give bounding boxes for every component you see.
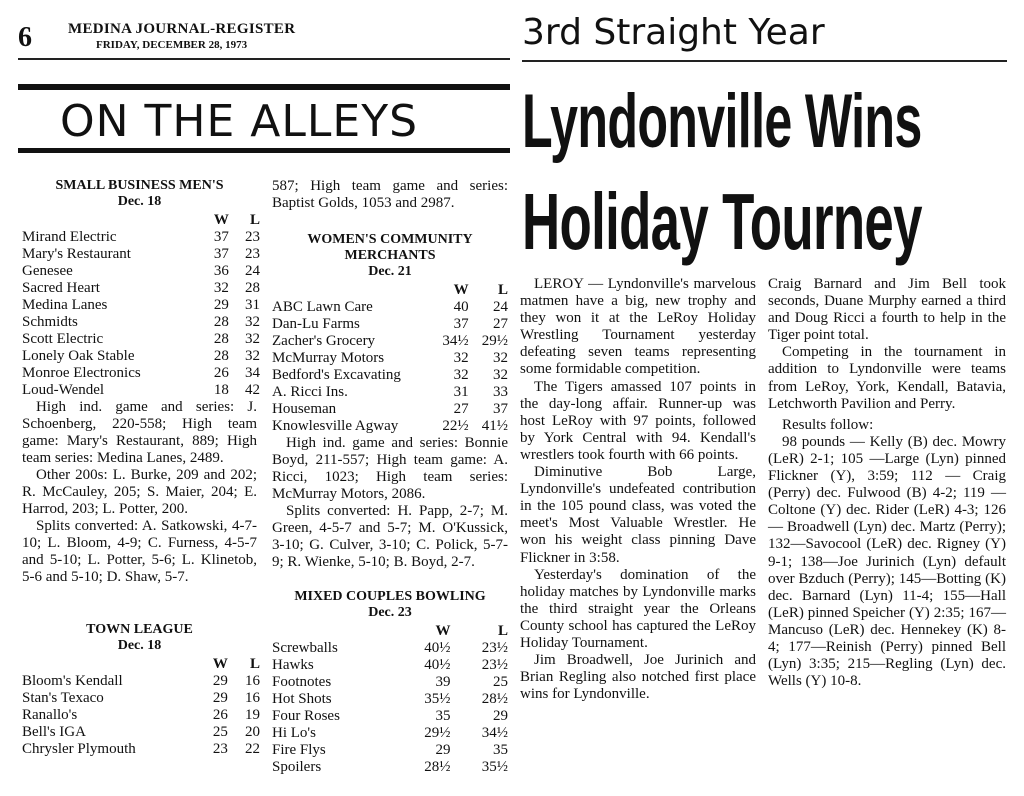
town-league-title: TOWN LEAGUE: [86, 622, 193, 637]
team-name: Sacred Heart: [22, 280, 100, 296]
team-name: Mary's Restaurant: [22, 246, 131, 262]
masthead-rule: [18, 58, 510, 60]
wins-value: 28: [213, 314, 229, 330]
standings-row: [22, 229, 260, 246]
team-name: Four Roses: [272, 708, 340, 724]
standings-row: [272, 674, 508, 691]
losses-value: 32: [245, 314, 260, 330]
headline-line-1: Lyndonville Wins: [522, 79, 922, 164]
losses-value: 42: [245, 382, 260, 398]
story-column-1: [520, 276, 756, 703]
wins-value: 28½: [424, 759, 451, 775]
wins-value: 37: [213, 246, 229, 262]
mixed-standings: [272, 623, 508, 776]
wins-value: 26: [213, 365, 229, 381]
wins-value: 22½: [442, 418, 469, 434]
wins-value: 23: [212, 741, 228, 757]
standings-row: [272, 725, 508, 742]
team-name: Hawks: [272, 657, 314, 673]
mixed-date: Dec. 23: [368, 605, 412, 620]
losses-value: 28½: [481, 691, 508, 707]
standings-row: [22, 331, 260, 348]
standings-row: [22, 365, 260, 382]
standings-row: [22, 690, 260, 707]
womens-splits: Splits converted: H. Papp, 2-7; M. Green, 4-5-7 and 5-7; M. O'Kussick, 3-10; G. Culver, 3-10; C. Polick, 5-7-9; R. Wienke, 5-10; B. Boyd, 2-7.: [272, 503, 508, 570]
story-paragraph: Diminutive Bob Large, Lyndonville's undefeated contribution in the 105 pound class, was voted the meet's Most Valuable Wrestler. He won his weight class pinning Dave Flickner in 3:58.: [520, 464, 756, 566]
wins-value: 29: [435, 742, 451, 758]
losses-value: 32: [245, 331, 260, 347]
wins-value: 40½: [424, 657, 451, 673]
losses-value: 27: [493, 316, 508, 332]
womens-title: WOMEN'S COMMUNITY MERCHANTS: [307, 232, 473, 263]
losses-value: 32: [493, 350, 508, 366]
small-business-date: Dec. 18: [117, 194, 162, 209]
standings-row: [272, 401, 508, 418]
standings-row: [22, 707, 260, 724]
wins-value: 40½: [424, 640, 451, 656]
wins-value: 26: [212, 707, 228, 723]
carryover-text: 587; High team game and series: Baptist Golds, 1053 and 2987.: [272, 178, 508, 211]
losses-value: 19: [245, 707, 260, 723]
wins-value: 29: [212, 673, 228, 689]
town-league-standings: [22, 656, 260, 758]
standings-row: [272, 640, 508, 657]
standings-row: [22, 724, 260, 741]
team-name: Medina Lanes: [22, 297, 108, 313]
results-list: 98 pounds — Kelly (B) dec. Mowry (LeR) 2-1; 105 —Large (Lyn) pinned Flickner (Y), 3:59; 112 — Craig (Perry) dec. Fulwood (B) 4-2; 119 — Coltone (Y) dec. Rider (LeR) 4-3; 126 — Broadwell (Lyn) dec. Martz (Perry); 132—Savocool (LeR) dec. Rigney (Y) 9-1; 138—Joe Jurinich (Lyn) default over Bzduch (Perry); 145—Botting (K) dec. Barnard (Lyn) 11-4; 155—Hall (LeR) pinned Speicher (Y) 2:35; 167—Mancuso (LeR) dec. Hennekey (K) 8-4; 177—Reinish (Perry) pinned Bell (Lyn) 3:35; 215—Regling (Lyn) dec. Wells (Y) 10-8.: [768, 433, 1006, 690]
team-name: Hi Lo's: [272, 725, 316, 741]
mixed-title: MIXED COUPLES BOWLING: [294, 589, 486, 604]
w-header: W: [453, 282, 469, 298]
team-name: Spoilers: [272, 759, 322, 775]
standings-row: [272, 708, 508, 725]
team-name: Stan's Texaco: [22, 690, 104, 706]
wins-value: 37: [213, 229, 229, 245]
small-business-other-200s: Other 200s: L. Burke, 209 and 202; R. McCauley, 205; S. Maier, 204; E. Harrod, 203; L. Potter, 200.: [22, 467, 257, 517]
team-name: Knowlesville Agway: [272, 418, 399, 434]
losses-value: 28: [245, 280, 260, 296]
newspaper-name: MEDINA JOURNAL-REGISTER: [68, 21, 296, 37]
story-paragraph: LEROY — Lyndonville's marvelous matmen have a big, new trophy and they won it at the LeRoy Holiday Wrestling Tournament yesterday defeating seven teams representing some formidable competition.: [520, 276, 756, 378]
standings-row: [22, 673, 260, 690]
small-business-splits: Splits converted: A. Satkowski, 4-7-10; L. Bloom, 4-9; C. Furness, 4-5-7 and 5-10; L. Potter, 5-6; L. Klinetob, 5-6 and 5-10; D. Shaw, 5-7.: [22, 518, 257, 585]
losses-value: 25: [493, 674, 508, 690]
section-title: ON THE ALLEYS: [60, 96, 419, 147]
team-name: Loud-Wendel: [22, 382, 105, 398]
standings-row: [272, 299, 508, 316]
team-name: Lonely Oak Stable: [22, 348, 135, 364]
standings-row: [272, 333, 508, 350]
losses-value: 24: [493, 299, 508, 315]
section-rule-top: [18, 84, 510, 90]
team-name: Schmidts: [22, 314, 78, 330]
wins-value: 35½: [424, 691, 451, 707]
standings-row: [22, 297, 260, 314]
team-name: Scott Electric: [22, 331, 104, 347]
standings-row: [22, 246, 260, 263]
standings-row: [272, 367, 508, 384]
team-name: Hot Shots: [272, 691, 332, 707]
losses-value: 24: [245, 263, 260, 279]
column-womens-mixed: [272, 178, 508, 776]
wins-value: 29½: [424, 725, 451, 741]
headline-kicker: 3rd Straight Year: [522, 12, 825, 53]
womens-standings: [272, 282, 508, 435]
standings-row: [22, 741, 260, 758]
team-name: Fire Flys: [272, 742, 326, 758]
standings-row: [272, 742, 508, 759]
wins-value: 32: [453, 350, 469, 366]
losses-value: 23: [245, 229, 260, 245]
story-paragraph: Craig Barnard and Jim Bell took seconds, Duane Murphy earned a third and Doug Ricci a fourth to help in the Tiger point total.: [768, 276, 1006, 344]
team-name: Bedford's Excavating: [272, 367, 401, 383]
team-name: Bell's IGA: [22, 724, 86, 740]
wins-value: 28: [213, 348, 229, 364]
standings-row: [272, 759, 508, 776]
standings-row: [22, 263, 260, 280]
losses-value: 34½: [481, 725, 508, 741]
losses-value: 41½: [481, 418, 508, 434]
wins-value: 37: [453, 316, 469, 332]
town-league-date: Dec. 18: [117, 638, 162, 653]
team-name: Zacher's Grocery: [272, 333, 376, 349]
story-paragraph: Jim Broadwell, Joe Jurinich and Brian Regling also notched first place wins for Lyndonville.: [520, 652, 756, 703]
wins-value: 29: [212, 690, 228, 706]
story-column-2: [768, 276, 1006, 690]
team-name: Footnotes: [272, 674, 332, 690]
issue-date: FRIDAY, DECEMBER 28, 1973: [96, 39, 248, 51]
team-name: A. Ricci Ins.: [272, 384, 348, 400]
kicker-rule: [522, 60, 1007, 62]
w-header: W: [212, 656, 228, 672]
losses-value: 37: [493, 401, 508, 417]
standings-row: [22, 280, 260, 297]
column-small-business: [22, 178, 260, 758]
losses-value: 35: [493, 742, 508, 758]
team-name: Bloom's Kendall: [22, 673, 123, 689]
standings-row: [272, 691, 508, 708]
wins-value: 28: [213, 331, 229, 347]
results-label: Results follow:: [782, 416, 874, 433]
story-paragraph: Yesterday's domination of the holiday matches by Lyndonville marks the third straight year the Orleans County school has captured the LeRoy Holiday Tournament.: [520, 566, 756, 651]
losses-value: 32: [245, 348, 260, 364]
wins-value: 29: [213, 297, 229, 313]
l-header: L: [249, 212, 260, 228]
losses-value: 31: [245, 297, 260, 313]
wins-value: 34½: [442, 333, 469, 349]
w-header: W: [435, 623, 451, 639]
team-name: ABC Lawn Care: [272, 299, 373, 315]
team-name: Screwballs: [272, 640, 338, 656]
team-name: Mirand Electric: [22, 229, 117, 245]
team-name: Houseman: [272, 401, 337, 417]
headline-line-2: Holiday Tourney: [522, 177, 922, 266]
losses-value: 20: [245, 724, 260, 740]
losses-value: 23½: [481, 657, 508, 673]
losses-value: 16: [245, 673, 260, 689]
page-number: 6: [18, 22, 32, 53]
standings-row: [22, 314, 260, 331]
team-name: Chrysler Plymouth: [22, 741, 136, 757]
small-business-title: SMALL BUSINESS MEN'S: [55, 178, 224, 193]
wins-value: 27: [453, 401, 469, 417]
team-name: McMurray Motors: [272, 350, 385, 366]
losses-value: 23½: [481, 640, 508, 656]
l-header: L: [497, 623, 508, 639]
losses-value: 29½: [481, 333, 508, 349]
section-rule-bottom: [18, 148, 510, 153]
losses-value: 16: [245, 690, 260, 706]
standings-row: [272, 350, 508, 367]
standings-row: [272, 657, 508, 674]
wins-value: 31: [453, 384, 469, 400]
standings-row: [272, 418, 508, 435]
wins-value: 39: [435, 674, 451, 690]
wins-value: 32: [213, 280, 229, 296]
w-header: W: [213, 212, 229, 228]
team-name: Dan-Lu Farms: [272, 316, 360, 332]
l-header: L: [249, 656, 260, 672]
losses-value: 23: [245, 246, 260, 262]
losses-value: 33: [493, 384, 508, 400]
team-name: Ranallo's: [22, 707, 78, 723]
team-name: Genesee: [22, 263, 73, 279]
standings-row: [272, 384, 508, 401]
wins-value: 36: [213, 263, 229, 279]
wins-value: 32: [453, 367, 469, 383]
wins-value: 25: [212, 724, 228, 740]
losses-value: 22: [245, 741, 260, 757]
wins-value: 35: [435, 708, 451, 724]
wins-value: 18: [213, 382, 229, 398]
small-business-standings: [22, 212, 260, 399]
story-paragraph: Competing in the tournament in addition to Lyndonville were teams from LeRoy, York, Kendall, Batavia, Letchworth Pavilion and Perry.: [768, 344, 1006, 412]
losses-value: 32: [493, 367, 508, 383]
womens-highs: High ind. game and series: Bonnie Boyd, 211-557; High team game: A. Ricci, 1023; High team series: McMurray Motors, 2086.: [272, 435, 508, 502]
team-name: Monroe Electronics: [22, 365, 141, 381]
losses-value: 35½: [481, 759, 508, 775]
standings-row: [22, 382, 260, 399]
small-business-highs: High ind. game and series: J. Schoenberg, 220-558; High team game: Mary's Restaurant, 889; High team series: Medina Lanes, 2489.: [22, 399, 257, 466]
standings-row: [22, 348, 260, 365]
story-paragraph: The Tigers amassed 107 points in the day-long affair. Runner-up was host LeRoy with 97 points, followed by York Central with 94. Kendall's wrestlers took fourth with 66 points.: [520, 378, 756, 463]
l-header: L: [497, 282, 508, 298]
standings-row: [272, 316, 508, 333]
wins-value: 40: [453, 299, 469, 315]
womens-date: Dec. 21: [368, 264, 412, 279]
losses-value: 34: [245, 365, 260, 381]
losses-value: 29: [493, 708, 508, 724]
